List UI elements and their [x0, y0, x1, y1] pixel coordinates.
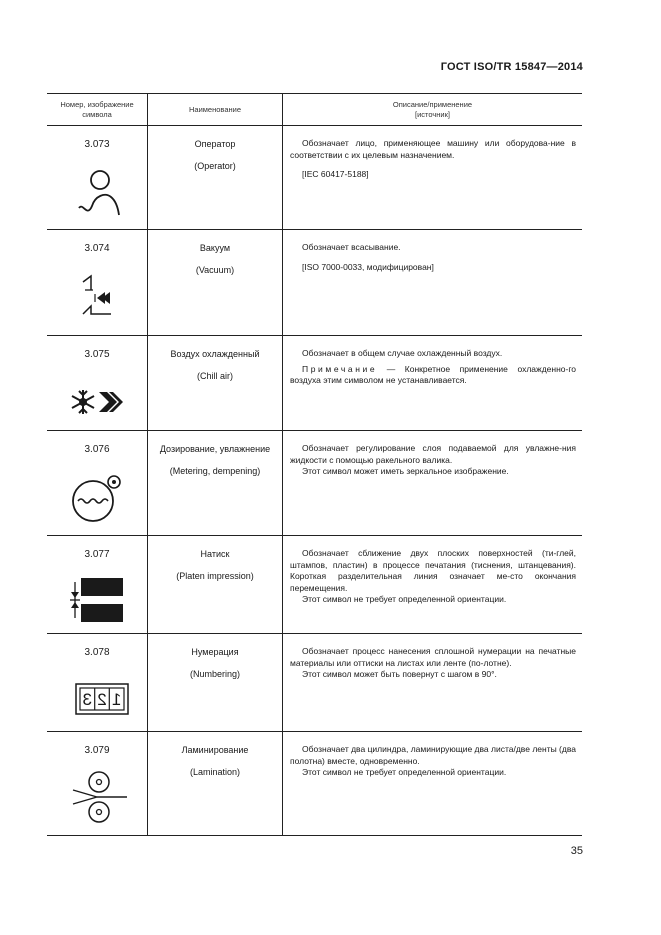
description-cell: Обозначает сближение двух плоских поверхностей (ти-глей, штампов, пластин) в процессе печатания (тиснения, штанцевания). Короткая разделительная линия означает ме-сто окончания перемещения. Этот символ не требует определенной ориентации.: [290, 548, 576, 604]
description-cell: Обозначает процесс нанесения сплошной нумерации на печатные материалы или оттиски на листах или ленте (по-лотне). Этот символ может быть повернут с шагом в 90°.: [290, 646, 576, 679]
description-cell: Обозначает в общем случае охлажденный воздух. Примечание — Конкретное применение охлажденно-го воздуха этим символом не устанавливается.: [290, 348, 576, 385]
chill-air-icon: [69, 384, 129, 420]
header-col-description: Описание/применение [источник]: [392, 99, 473, 119]
description-cell: Обозначает регулирование слоя подаваемой для увлажне-ния жидкости с помощью ракельного валика. Этот символ может иметь зеркальное изображение.: [290, 443, 576, 476]
lamination-icon: [69, 766, 129, 830]
symbol-cell: [47, 431, 148, 535]
symbol-cell: [47, 634, 148, 731]
document-header: ГОСТ ISO/TR 15847—2014: [440, 61, 583, 73]
description-cell: Обозначает всасывание. [ISO 7000-0033, модифицирован]: [302, 242, 434, 272]
numbering-icon: [74, 682, 130, 716]
vacuum-icon: [69, 272, 125, 324]
symbol-cell: [47, 126, 148, 229]
description-cell: Обозначает лицо, применяющее машину или оборудова-ние в соответствии с их целевым назначением. [IEC 60417-5188]: [290, 138, 576, 179]
table-row: [47, 732, 582, 835]
table-row: [47, 336, 582, 431]
symbol-number: 3.074: [84, 243, 110, 254]
symbol-cell: [47, 336, 148, 430]
table-row: [47, 634, 582, 732]
name-cell: Ламинирование (Lamination): [148, 732, 283, 835]
symbol-number: 3.076: [84, 444, 110, 455]
symbol-number: 3.079: [84, 745, 110, 756]
symbol-number: 3.073: [84, 139, 110, 150]
symbol-number: 3.077: [84, 549, 110, 560]
symbol-cell: [47, 732, 148, 835]
note-paragraph: Примечание — Конкретное применение охлажденно-го воздуха этим символом не устанавливается.: [290, 363, 576, 385]
name-cell: Дозирование, увлажнение (Metering, dempening): [148, 431, 283, 535]
symbol-number: 3.078: [84, 647, 110, 658]
header-col-name: Наименование: [148, 94, 283, 125]
symbols-table: [47, 93, 582, 836]
table-row: [47, 126, 582, 230]
name-cell: Вакуум (Vacuum): [148, 230, 283, 335]
metering-icon: [69, 469, 127, 527]
header-col-number: Номер, изображение символа: [47, 94, 148, 125]
symbol-cell: [47, 536, 148, 633]
numbering-digit: 1: [111, 690, 122, 709]
name-cell: Оператор (Operator): [148, 126, 283, 229]
platen-impression-icon: [69, 574, 129, 626]
description-cell: Обозначает два цилиндра, ламинирующие два листа/две ленты (два полотна) вместе, одновременно. Этот символ не требует определенной ориентации.: [290, 744, 576, 777]
table-row: [47, 431, 582, 536]
table-row: [47, 536, 582, 634]
symbol-cell: [47, 230, 148, 335]
table-row: [47, 230, 582, 336]
numbering-digit: 2: [97, 690, 107, 709]
symbol-number: 3.075: [84, 349, 110, 360]
name-cell: Воздух охлажденный (Chill air): [148, 336, 283, 430]
page-number: 35: [570, 845, 583, 857]
table-header-row: [47, 94, 582, 126]
name-cell: Натиск (Platen impression): [148, 536, 283, 633]
operator-icon: [69, 166, 125, 222]
name-cell: Нумерация (Numbering): [148, 634, 283, 731]
numbering-digit: 3: [82, 690, 93, 709]
